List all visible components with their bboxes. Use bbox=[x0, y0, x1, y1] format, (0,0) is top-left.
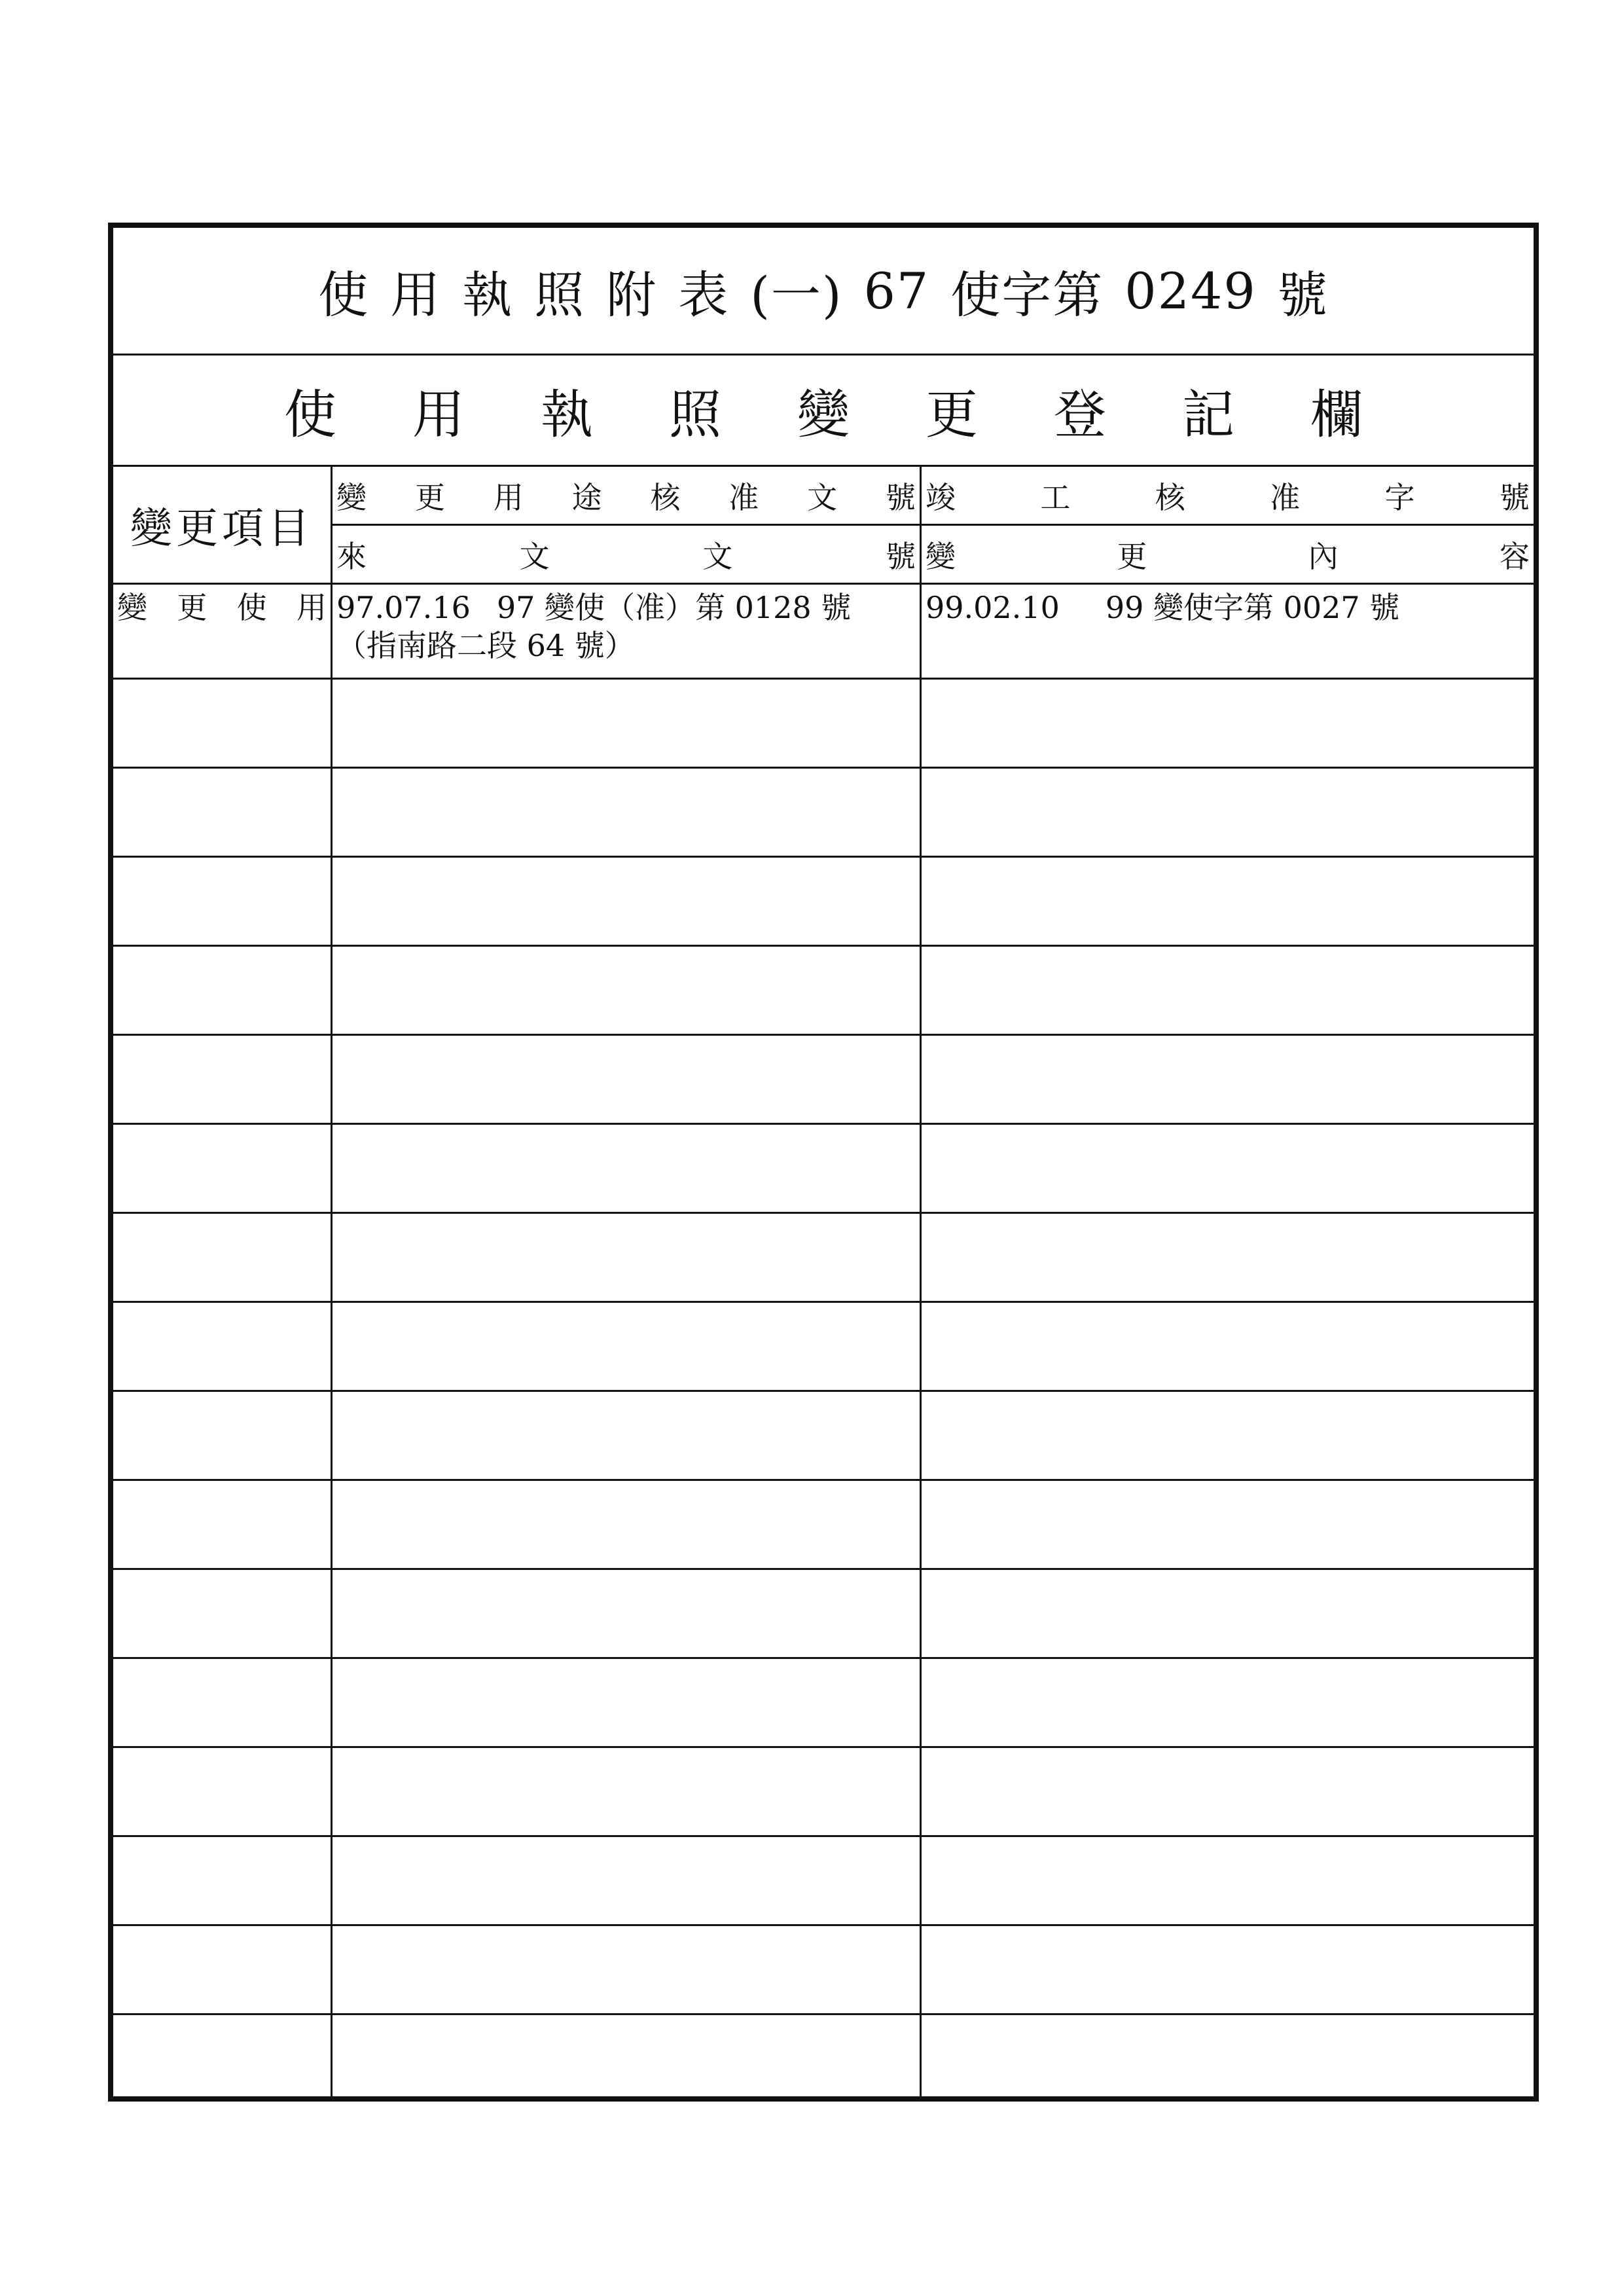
empty-cell bbox=[113, 858, 333, 945]
table-row bbox=[113, 1125, 1534, 1214]
entry-item-char: 變 bbox=[117, 590, 147, 625]
register-char: 更 bbox=[926, 384, 978, 445]
empty-cell bbox=[333, 680, 922, 767]
table-row bbox=[113, 1837, 1534, 1926]
header-char: 用 bbox=[493, 479, 524, 515]
empty-cell bbox=[333, 1125, 922, 1212]
register-char: 用 bbox=[412, 384, 465, 445]
empty-cell bbox=[113, 1125, 333, 1212]
empty-cell bbox=[922, 1214, 1534, 1301]
title-char: 照 bbox=[534, 265, 586, 324]
empty-cell bbox=[113, 1392, 333, 1479]
empty-cell bbox=[922, 1036, 1534, 1123]
empty-cell bbox=[333, 1392, 922, 1479]
header-completion-approval bbox=[922, 467, 1534, 526]
empty-cell bbox=[333, 1837, 922, 1924]
empty-cell bbox=[922, 1481, 1534, 1568]
empty-cell bbox=[922, 1659, 1534, 1746]
empty-cell bbox=[113, 1659, 333, 1746]
empty-cell bbox=[333, 1303, 922, 1390]
empty-cell bbox=[113, 1036, 333, 1123]
register-char: 登 bbox=[1054, 384, 1106, 445]
entry-item-char: 更 bbox=[177, 590, 207, 625]
table-row bbox=[113, 1570, 1534, 1659]
header-char: 核 bbox=[1155, 479, 1185, 515]
empty-cell bbox=[922, 947, 1534, 1034]
register-char: 執 bbox=[541, 384, 593, 445]
header-char: 變 bbox=[926, 538, 956, 574]
empty-cell bbox=[113, 1481, 333, 1568]
register-char: 使 bbox=[284, 384, 336, 445]
header-char: 更 bbox=[414, 479, 445, 515]
table-row bbox=[113, 585, 1534, 680]
title-char: 附 bbox=[606, 265, 658, 324]
header-char: 竣 bbox=[926, 479, 956, 515]
empty-cell bbox=[333, 858, 922, 945]
header-char: 來 bbox=[336, 538, 367, 574]
empty-cell bbox=[922, 1748, 1534, 1835]
title-char: 用 bbox=[390, 265, 442, 324]
empty-cell bbox=[922, 2015, 1534, 2096]
title-char: 0249 bbox=[1124, 261, 1257, 320]
empty-cell bbox=[113, 2015, 333, 2096]
form-title bbox=[113, 228, 1534, 354]
table-header bbox=[113, 467, 1534, 585]
empty-cell bbox=[113, 680, 333, 767]
empty-cell bbox=[333, 2015, 922, 2096]
empty-cell bbox=[113, 769, 333, 856]
header-char: 號 bbox=[1499, 479, 1530, 515]
empty-cell bbox=[333, 1481, 922, 1568]
empty-cell bbox=[113, 947, 333, 1034]
table-row bbox=[113, 1748, 1534, 1837]
usage-license-form bbox=[108, 223, 1539, 2102]
empty-cell bbox=[113, 1303, 333, 1390]
empty-cell bbox=[113, 1926, 333, 2013]
empty-cell bbox=[333, 1214, 922, 1301]
entry-item-char: 使 bbox=[236, 590, 267, 625]
header-approval-doc bbox=[333, 467, 922, 526]
table-row bbox=[113, 1392, 1534, 1481]
table-row bbox=[113, 858, 1534, 947]
empty-cell bbox=[922, 858, 1534, 945]
entry-item bbox=[117, 589, 327, 627]
table-row bbox=[113, 947, 1534, 1036]
empty-cell bbox=[113, 1570, 333, 1657]
empty-cell bbox=[333, 1748, 922, 1835]
header-char: 文 bbox=[519, 538, 550, 574]
header-char: 准 bbox=[728, 479, 759, 515]
entry-completion-number: 99 變使字第 0027 號 bbox=[1105, 590, 1400, 625]
empty-cell bbox=[922, 1125, 1534, 1212]
entry-item-char: 用 bbox=[296, 590, 327, 625]
table-row bbox=[113, 2015, 1534, 2096]
entry-doc-number: 97 變使（准）第 0128 號 bbox=[496, 590, 852, 625]
empty-cell bbox=[922, 1570, 1534, 1657]
register-title bbox=[113, 355, 1534, 465]
register-char: 記 bbox=[1182, 384, 1234, 445]
header-change-item-label: 變更項目 bbox=[130, 504, 314, 553]
title-char: 號 bbox=[1277, 265, 1329, 324]
entry-completion-date: 99.02.10 bbox=[926, 590, 1060, 625]
header-char: 變 bbox=[336, 479, 367, 515]
empty-cell bbox=[922, 1303, 1534, 1390]
empty-cell bbox=[333, 1036, 922, 1123]
header-char: 工 bbox=[1040, 479, 1071, 515]
table-row bbox=[113, 1303, 1534, 1392]
header-char: 號 bbox=[885, 479, 916, 515]
empty-cell bbox=[333, 1659, 922, 1746]
register-char: 欄 bbox=[1310, 384, 1363, 445]
register-char: 變 bbox=[797, 384, 850, 445]
title-band bbox=[113, 228, 1534, 355]
empty-cell bbox=[922, 1837, 1534, 1924]
table-row bbox=[113, 1214, 1534, 1303]
table-row bbox=[113, 1036, 1534, 1125]
header-char: 字 bbox=[1384, 479, 1415, 515]
empty-cell bbox=[922, 769, 1534, 856]
title-char: 使字第 bbox=[950, 265, 1104, 324]
header-char: 途 bbox=[571, 479, 602, 515]
header-char: 容 bbox=[1499, 538, 1530, 574]
empty-cell bbox=[333, 1570, 922, 1657]
title-char: 67 bbox=[863, 261, 930, 320]
register-title-band bbox=[113, 355, 1534, 467]
header-char: 文 bbox=[702, 538, 733, 574]
empty-cell bbox=[113, 1214, 333, 1301]
empty-cell bbox=[113, 1748, 333, 1835]
header-incoming-doc bbox=[333, 526, 922, 583]
empty-cell bbox=[113, 1837, 333, 1924]
title-char: 表 bbox=[678, 265, 730, 324]
table-row bbox=[113, 1926, 1534, 2015]
header-change-content bbox=[922, 526, 1534, 583]
register-char: 照 bbox=[669, 384, 721, 445]
entry-doc-date: 97.07.16 bbox=[336, 590, 471, 625]
empty-cell bbox=[922, 1926, 1534, 2013]
entry-content-cell bbox=[922, 585, 1534, 678]
header-char: 號 bbox=[885, 538, 916, 574]
table-row bbox=[113, 680, 1534, 769]
table-row bbox=[113, 769, 1534, 858]
title-char: 執 bbox=[462, 265, 514, 324]
entry-doc-address: （指南路二段 64 號） bbox=[336, 628, 635, 663]
title-char: (一) bbox=[750, 265, 843, 324]
header-char: 准 bbox=[1270, 479, 1301, 515]
header-char: 更 bbox=[1117, 538, 1147, 574]
empty-cell bbox=[333, 947, 922, 1034]
header-char: 核 bbox=[650, 479, 681, 515]
entry-item-cell bbox=[113, 585, 333, 678]
entry-doc-cell bbox=[333, 585, 922, 678]
table-row bbox=[113, 1481, 1534, 1570]
table-row bbox=[113, 1659, 1534, 1748]
title-char: 使 bbox=[318, 265, 370, 324]
empty-cell bbox=[333, 769, 922, 856]
empty-cell bbox=[922, 680, 1534, 767]
header-change-item bbox=[113, 467, 333, 583]
empty-cell bbox=[922, 1392, 1534, 1479]
header-char: 文 bbox=[807, 479, 838, 515]
entry-doc-line bbox=[336, 589, 916, 627]
empty-cell bbox=[333, 1926, 922, 2013]
header-char: 內 bbox=[1308, 538, 1339, 574]
register-rows bbox=[113, 585, 1534, 2096]
